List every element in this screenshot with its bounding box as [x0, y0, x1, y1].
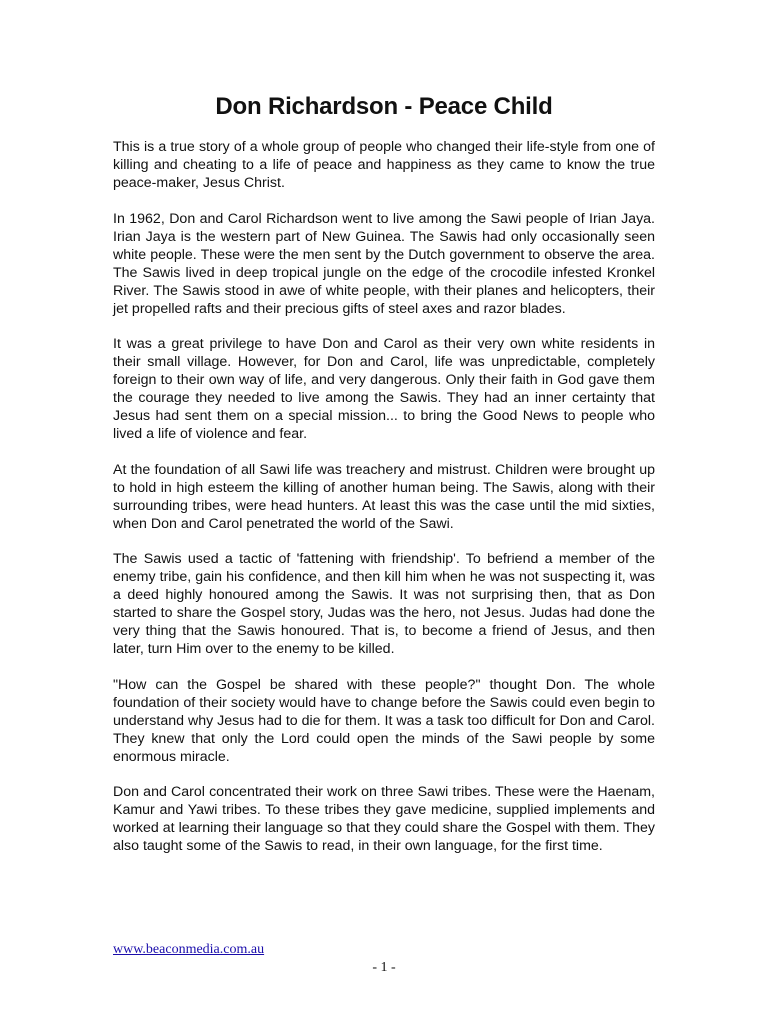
- body-paragraph: The Sawis used a tactic of 'fattening with friendship'. To befriend a member of the enemy tribe, gain his confidence, and then kill him when he was not suspecting it, was a deed highly honoured among the Sawis. It was not surprising then, that as Don started to share the Gospel story, Judas was the hero, not Jesus. Judas had done the very thing that the Sawis honoured. That is, to become a friend of Jesus, and then later, turn Him over to the enemy to be killed.: [113, 551, 655, 657]
- body-paragraph: Don and Carol concentrated their work on three Sawi tribes. These were the Haenam, Kamur and Yawi tribes. To these tribes they gave medicine, supplied implements and worked at learning their language so that they could share the Gospel with them. They also taught some of the Sawis to read, in their own language, for the first time.: [113, 784, 655, 854]
- body-paragraph: "How can the Gospel be shared with these people?" thought Don. The whole foundation of their society would have to change before the Sawis could even begin to understand why Jesus had to die for them. It was a task too difficult for Don and Carol. They knew that only the Lord could open the minds of the Sawi people by some enormous miracle.: [113, 676, 655, 765]
- website-link[interactable]: www.beaconmedia.com.au: [113, 942, 265, 957]
- document-body: [113, 138, 655, 873]
- body-paragraph: It was a great privilege to have Don and Carol as their very own white residents in their small village. However, for Don and Carol, life was unpredictable, completely foreign to their own way of life, and very dangerous. Only their faith in God gave them the courage they needed to live among the Sawis. They had an inner certainty that Jesus had sent them on a special mission... to bring the Good News to people who lived a life of violence and fear.: [113, 336, 655, 442]
- document-title: Don Richardson - Peace Child: [215, 93, 553, 120]
- body-paragraph: This is a true story of a whole group of people who changed their life-style from one of killing and cheating to a life of peace and happiness as they came to know the true peace-maker, Jesus Christ.: [113, 139, 655, 191]
- body-paragraph: In 1962, Don and Carol Richardson went to live among the Sawi people of Irian Jaya. Irian Jaya is the western part of New Guinea. The Sawis had only occasionally seen white people. These were the men sent by the Dutch government to observe the area. The Sawis lived in deep tropical jungle on the edge of the crocodile infested Kronkel River. The Sawis stood in awe of white people, with their planes and helicopters, their jet propelled rafts and their precious gifts of steel axes and razor blades.: [113, 210, 655, 317]
- body-paragraph: At the foundation of all Sawi life was treachery and mistrust. Children were brought up to hold in high esteem the killing of another human being. The Sawis, along with their surrounding tribes, were head hunters. At least this was the case until the mid sixties, when Don and Carol penetrated the world of the Sawi.: [113, 461, 655, 532]
- page-number: - 1 -: [372, 960, 396, 975]
